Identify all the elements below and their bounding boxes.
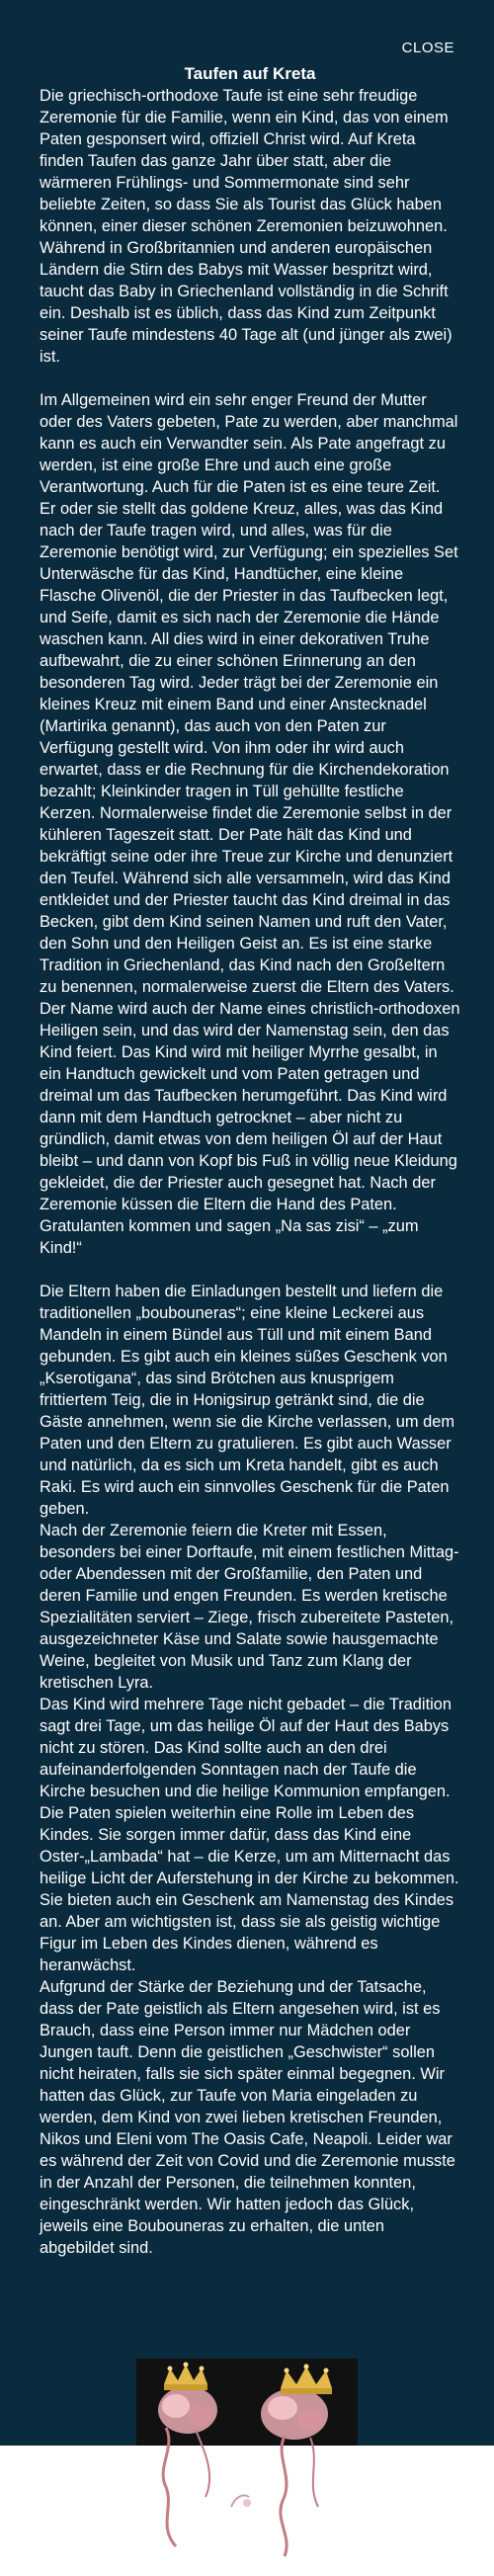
page-title: Taufen auf Kreta xyxy=(184,64,316,83)
article-paragraph: Im Allgemeinen wird ein sehr enger Freund der Mutter oder des Vaters gebeten, Pate zu werden, aber manchmal kann es auch ein Verwandter sein. Als Pate angefragt zu werden, ist eine große Ehre und auch eine große Verantwortung. Auch für die Paten ist es eine teure Zeit. Er oder sie stellt das goldene Kreuz, alles, was das Kind nach der Taufe tragen wird, und alles, was für die Zeremonie benötigt wird, zur Verfügung; ein spezielles Set Unterwäsche für das Kind, Handtücher, eine kleine Flasche Olivenöl, die der Priester in das Taufbecken legt, und Seife, damit es sich nach der Zeremonie die Hände waschen kann. All dies wird in einer dekorativen Truhe aufbewahrt, die zu einer schönen Erinnerung an den besonderen Tag wird. Jeder trägt bei der Zeremonie ein kleines Kreuz mit einem Band und einer Anstecknadel (Martirika genannt), das auch von den Paten zur Verfügung gestellt wird. Von ihm oder ihr wird auch erwartet, dass er die Rechnung für die Kirchendekoration bezahlt; Kleinkinder tragen in Tüll gehüllte festliche Kerzen. Normalerweise findet die Zeremonie selbst in der kühleren Tageszeit statt. Der Pate hält das Kind und bekräftigt seine oder ihre Treue zur Kirche und denunziert den Teufel. Während sich alle versammeln, wird das Kind entkleidet und der Priester taucht das Kind dreimal in das Becken, gibt dem Kind seinen Namen und ruft den Vater, den Sohn und den Heiligen Geist an. Es ist eine starke Tradition in Griechenland, das Kind nach den Großeltern zu benennen, normalerweise zuerst die Eltern des Vaters. Der Name wird auch der Name eines christlich-orthodoxen Heiligen sein, und das wird der Namenstag sein, den das Kind feiert. Das Kind wird mit heiliger Myrrhe gesalbt, in ein Handtuch gewickelt und vom Paten getragen und dreimal um das Taufbecken herumgeführt. Das Kind wird dann mit dem Handtuch getrocknet – aber nicht zu gründlich, damit etwas von dem heiligen Öl auf der Haut bleibt – und dann von Kopf bis Fuß in völlig neue Kleidung gekleidet, die der Priester auch gesegnet hat. Nach der Zeremonie küssen die Eltern die Hand des Paten. Gratulanten kommen und sagen „Na sas zisi“ – „zum Kind!“ xyxy=(40,391,460,1257)
article-body xyxy=(40,85,460,2259)
article-paragraph: Die griechisch-orthodoxe Taufe ist eine sehr freudige Zeremonie für die Familie, wenn ein Kind, das von einem Paten gesponsert wird, offiziell Christ wird. Auf Kreta finden Taufen das ganze Jahr über statt, aber die wärmeren Frühlings- und Sommermonate sind sehr beliebte Zeiten, so dass Sie als Tourist das Glück haben können, einer dieser schönen Zeremonien beizuwohnen. Während in Großbritannien und anderen europäischen Ländern die Stirn des Babys mit Wasser bespritzt wird, taucht das Baby in Griechenland vollständig in die Schrift ein. Deshalb ist es üblich, dass das Kind zum Zeitpunkt seiner Taufe mindestens 40 Tage alt (und jünger als zwei) ist. xyxy=(40,87,453,366)
boubouneras-image xyxy=(136,2359,358,2576)
article-paragraph: Die Eltern haben die Einladungen bestellt und liefern die traditionellen „boubouneras“; eine kleine Leckerei aus Mandeln in einem Bündel aus Tüll und mit einem Band gebunden. Es gibt auch ein kleines süßes Geschenk von „Kserotigana“, das sind Brötchen aus knusprigem frittiertem Teig, die in Honigsirup getränkt sind, die die Gäste annehmen, wenn sie die Kirche verlassen, um dem Paten und den Eltern zu gratulieren. Es gibt auch Wasser und natürlich, da es sich um Kreta handelt, gibt es auch Raki. Es wird auch ein sinnvolles Geschenk für die Paten geben. Nach der Zeremonie feiern die Kreter mit Essen, besonders bei einer Dorftaufe, mit einem festlichen Mittag- oder Abendessen mit der Großfamilie, den Paten und deren Familie und engen Freunden. Es werden kretische Spezialitäten serviert – Ziege, frisch zubereitete Pasteten, ausgezeichneter Käse und Salate sowie hausgemachte Weine, begleitet von Musik und Tanz zum Klang der kretischen Lyra. Das Kind wird mehrere Tage nicht gebadet – die Tradition sagt drei Tage, um das heilige Öl auf der Haut des Babys nicht zu stören. Das Kind sollte auch an den drei aufeinanderfolgenden Sonntagen nach der Taufe die Kirche besuchen und die heilige Kommunion empfangen. Die Paten spielen weiterhin eine Rolle im Leben des Kindes. Sie sorgen immer dafür, dass das Kind eine Oster-„Lambada“ hat – die Kerze, um am Mitternacht das heilige Licht der Auferstehung in der Kirche zu bekommen. Sie bieten auch ein Geschenk am Namenstag des Kindes an. Aber am wichtigsten ist, dass sie als geistig wichtige Figur im Leben des Kindes dienen, während es heranwächst. Aufgrund der Stärke der Beziehung und der Tatsache, dass der Pate geistlich als Eltern angesehen wird, ist es Brauch, dass eine Person immer nur Mädchen oder Jungen tauft. Denn die geistlichen „Geschwister“ sollen nicht heiraten, falls sie sich später einmal begegnen. Wir hatten das Glück, zur Taufe von Maria eingeladen zu werden, dem Kind von zwei lieben kretischen Freunden, Nikos und Eleni vom The Oasis Cafe, Neapoli. Leider war es während der Zeit von Covid und die Zeremonie musste in der Anzahl der Personen, die teilnehmen konnten, eingeschränkt werden. Wir hatten jedoch das Glück, jeweils eine Boubouneras zu erhalten, die unten abgebildet sind. xyxy=(40,1283,459,2257)
boubouneras-photo xyxy=(136,2359,358,2576)
left-crown-icon xyxy=(164,2363,207,2391)
close-button[interactable]: CLOSE xyxy=(401,40,454,56)
